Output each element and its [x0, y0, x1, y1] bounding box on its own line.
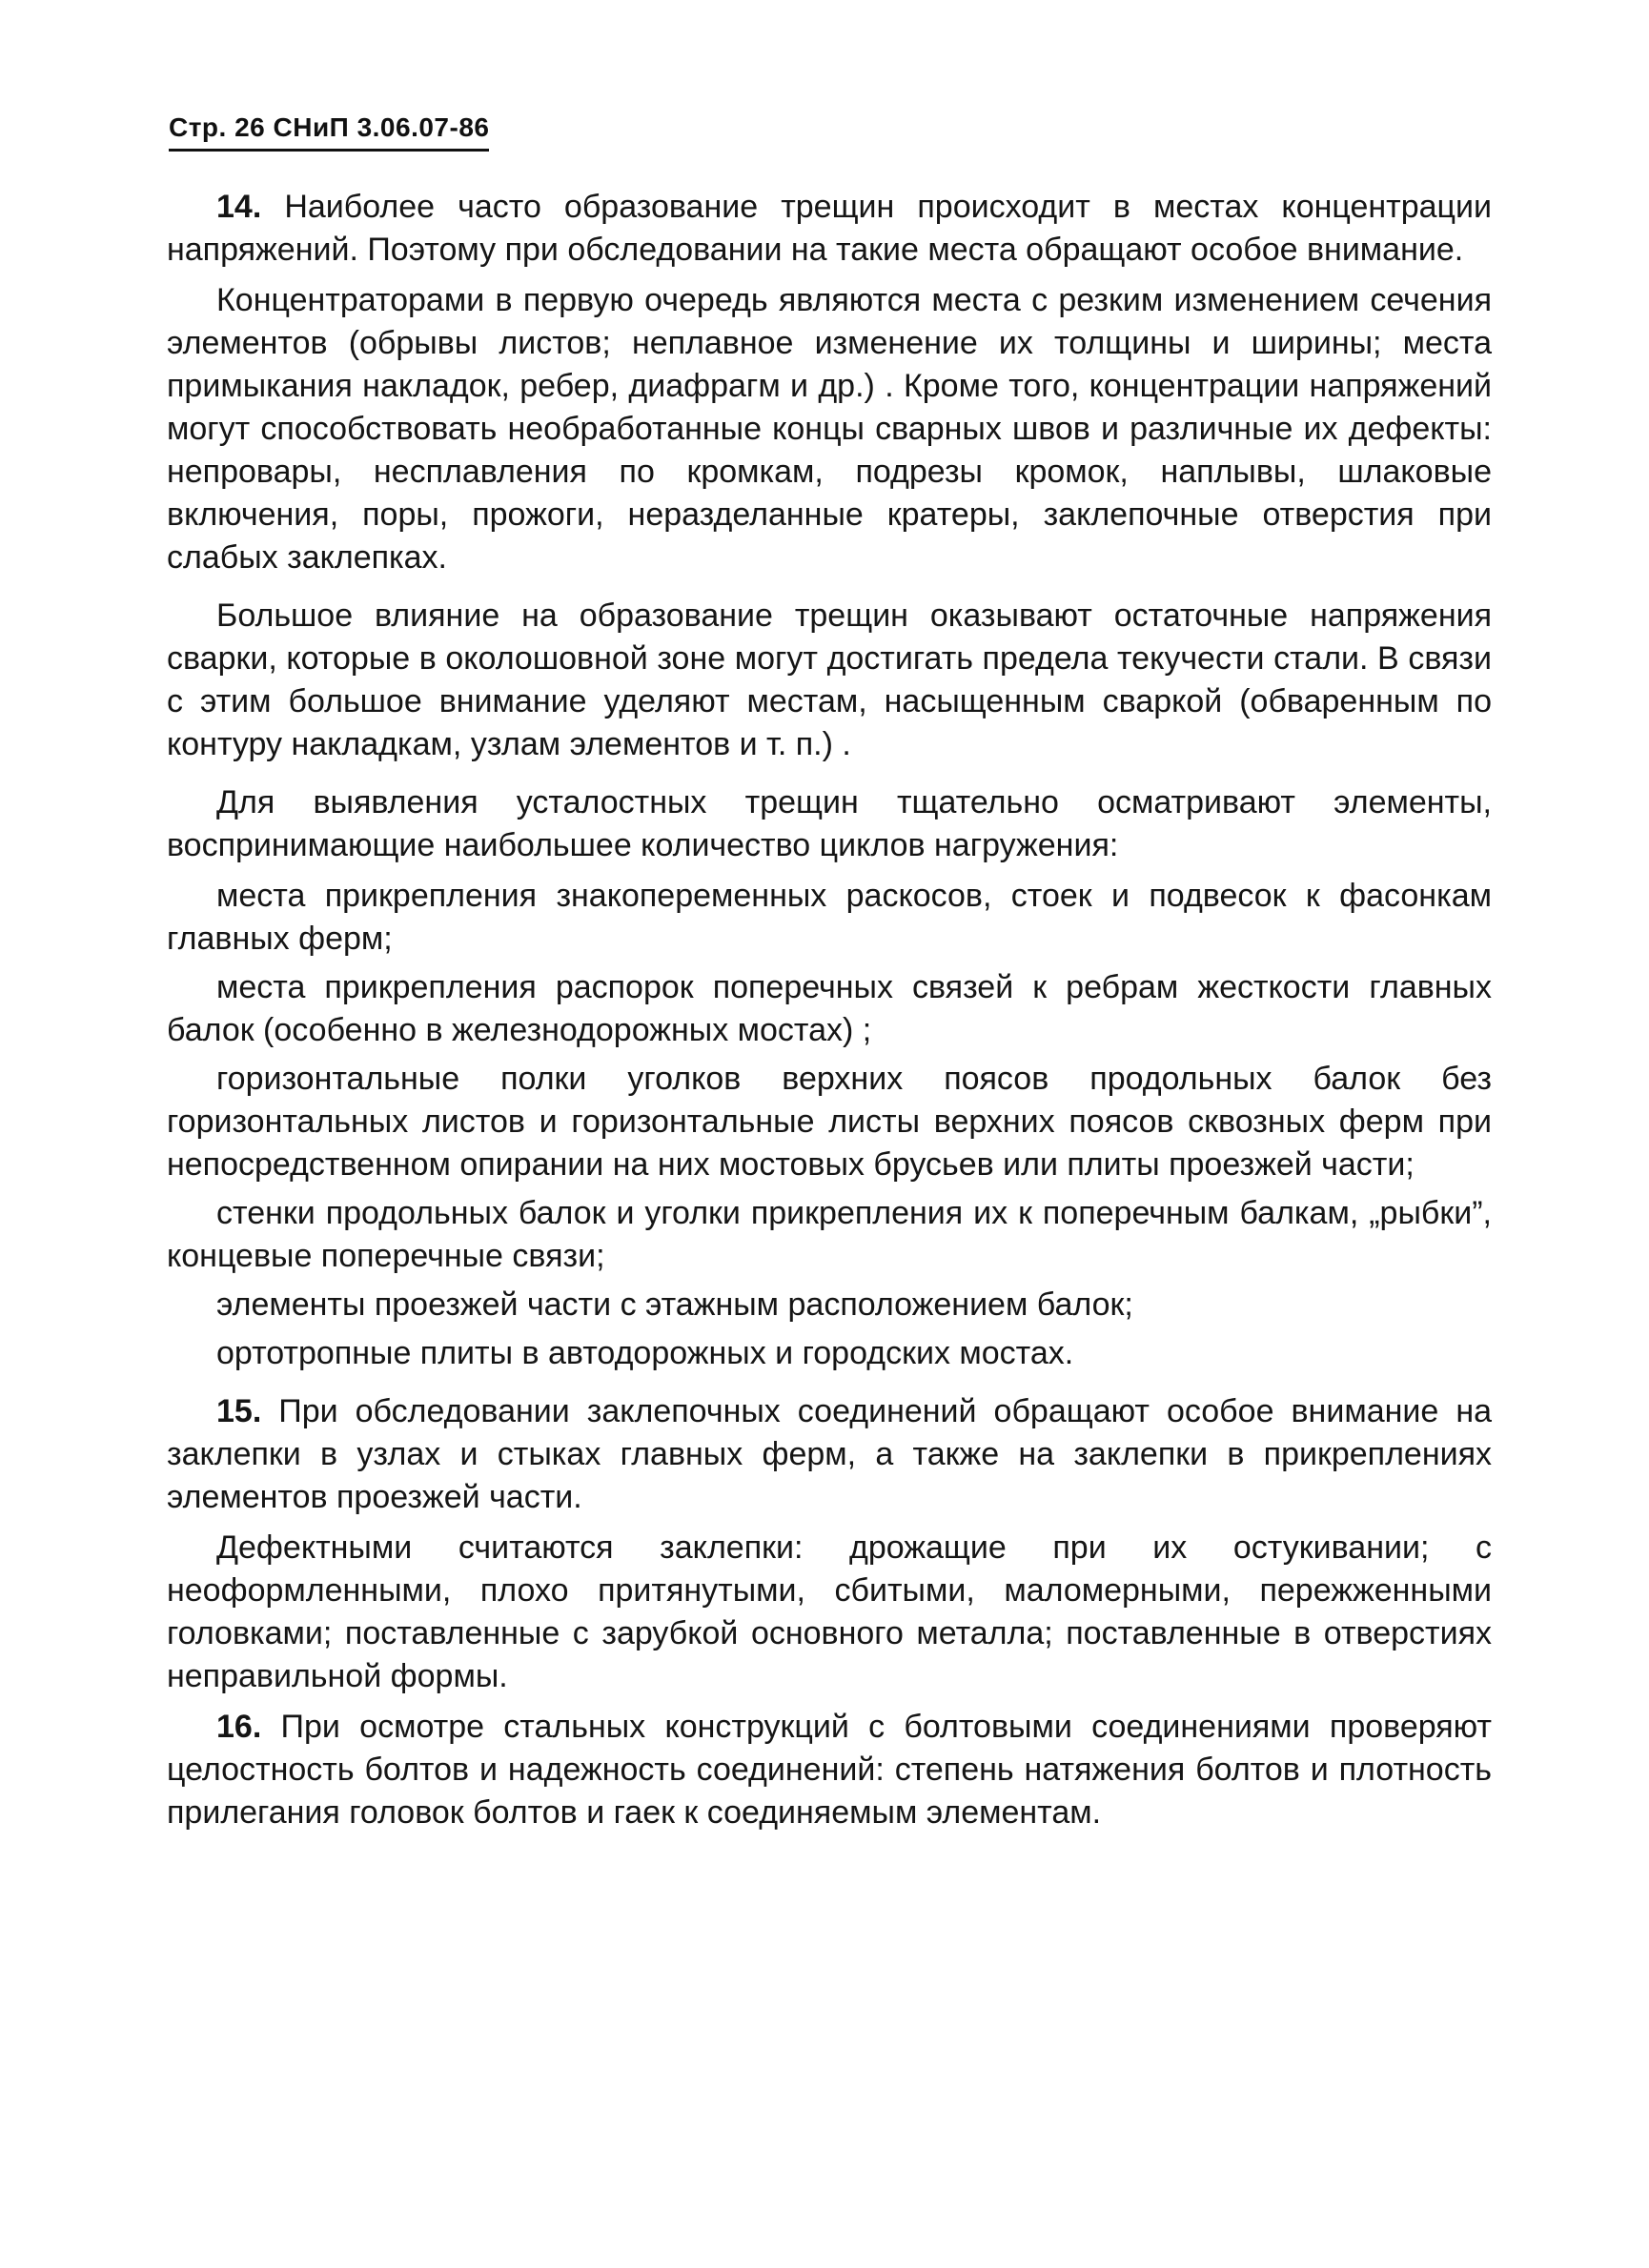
list-item: [167, 875, 1492, 961]
clause-number: 15.: [216, 1393, 262, 1429]
list-item: [167, 1192, 1492, 1278]
document-body: [167, 186, 1492, 1834]
paragraph-residual-stresses: [167, 595, 1492, 766]
paragraph-text: Большое влияние на образование трещин оказывают остаточные напряжения сварки, которые в околошовной зоне могут достигать предела текучести стали. В связи с этим большое внимание уделяют местам, насыщенным сваркой (обваренным по контуру накладкам, узлам элементов и т. п.) .: [167, 597, 1492, 762]
list-item-text: стенки продольных балок и уголки прикрепления их к поперечным балкам, „рыбки”, концевые поперечные связи;: [167, 1195, 1492, 1274]
paragraph-defective-rivets: [167, 1527, 1492, 1698]
paragraph-concentrators: [167, 279, 1492, 579]
list-item: [167, 1058, 1492, 1186]
paragraph-fatigue-cracks: [167, 781, 1492, 867]
paragraph-text: При осмотре стальных конструкций с болтовыми соединениями проверяют целостность болтов и надежность соединений: степень натяжения болтов и плотность прилегания головок болтов и гаек к соединяемым элементам.: [167, 1709, 1492, 1831]
clause-number: 16.: [216, 1709, 262, 1745]
document-page: [167, 112, 1492, 1842]
paragraph-15: [167, 1390, 1492, 1519]
paragraph-text: При обследовании заклепочных соединений обращают особое внимание на заклепки в узлах и стыках главных ферм, а также на заклепки в прикреплениях элементов проезжей части.: [167, 1393, 1492, 1515]
list-item-text: места прикрепления распорок поперечных связей к ребрам жесткости главных балок (особенно в железнодорожных мостах) ;: [167, 969, 1492, 1048]
paragraph-text: Дефектными считаются заклепки: дрожащие при их остукивании; с неоформленными, плохо притянутыми, сбитыми, маломерными, пережженными головками; поставленные с зарубкой основного металла; поставленные в отверстиях неправильной формы.: [167, 1529, 1492, 1694]
page-header: Стр. 26 СНиП 3.06.07-86: [169, 112, 489, 152]
list-item-text: ортотропные плиты в автодорожных и городских мостах.: [216, 1335, 1074, 1371]
paragraph-text: Наиболее часто образование трещин происходит в местах концентрации напряжений. Поэтому при обследовании на такие места обращают особое внимание.: [167, 189, 1492, 268]
paragraph-text: Концентраторами в первую очередь являются места с резким изменением сечения элементов (обрывы листов; неплавное изменение их толщины и ширины; места примыкания накладок, ребер, диафрагм и др.) . Кроме того, концентрации напряжений могут способствовать необработанные концы сварных швов и различные их дефекты: непровары, несплавления по кромкам, подрезы кромок, наплывы, шлаковые включения, поры, прожоги, неразделанные кратеры, заклепочные отверстия при слабых заклепках.: [167, 282, 1492, 576]
list-item: [167, 1284, 1492, 1326]
list-item: [167, 1332, 1492, 1375]
list-item: [167, 966, 1492, 1052]
paragraph-text: Для выявления усталостных трещин тщательно осматривают элементы, воспринимающие наибольшее количество циклов нагружения:: [167, 784, 1492, 863]
inspection-list: [167, 875, 1492, 1375]
list-item-text: элементы проезжей части с этажным расположением балок;: [216, 1286, 1133, 1323]
clause-number: 14.: [216, 189, 262, 225]
list-item-text: горизонтальные полки уголков верхних поясов продольных балок без горизонтальных листов и горизонтальные листы верхних поясов сквозных ферм при непосредственном опирании на них мостовых брусьев или плиты проезжей части;: [167, 1061, 1492, 1183]
list-item-text: места прикрепления знакопеременных раскосов, стоек и подвесок к фасонкам главных ферм;: [167, 878, 1492, 957]
paragraph-16: [167, 1706, 1492, 1834]
paragraph-14: [167, 186, 1492, 272]
